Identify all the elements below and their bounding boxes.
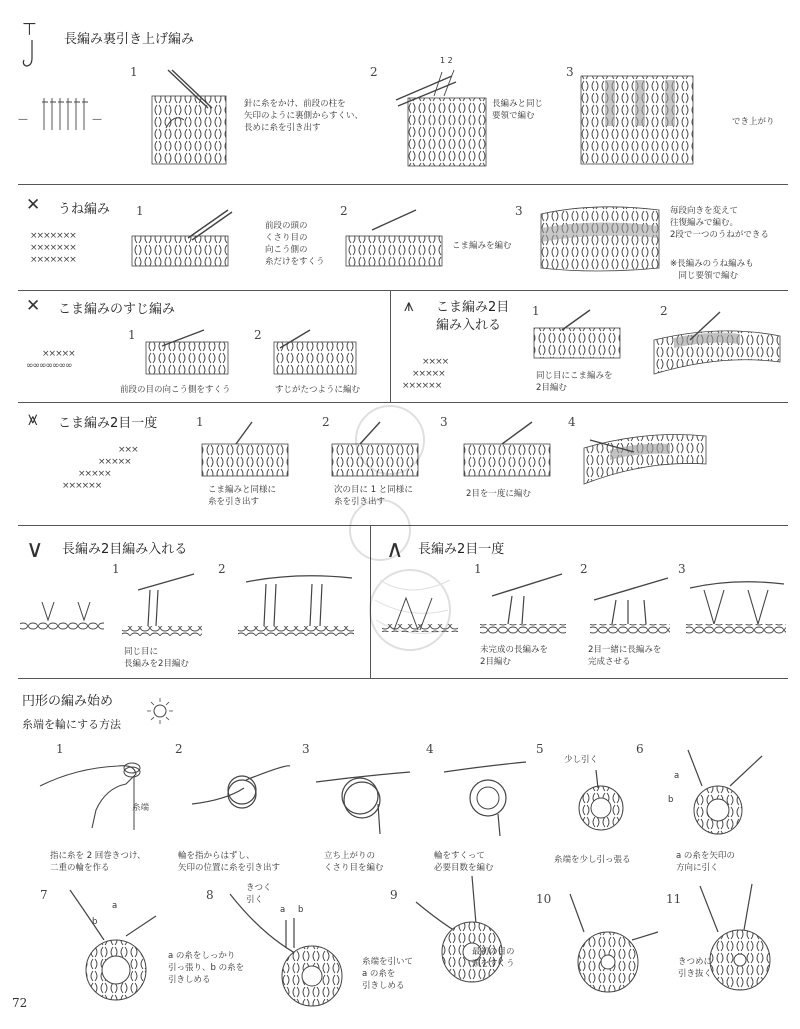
section-divider — [18, 290, 788, 291]
step-illustration — [588, 570, 673, 636]
step-illustration — [478, 570, 568, 636]
section-title: 編み入れる — [436, 318, 502, 333]
stitch-chart-diagram — [18, 90, 108, 140]
section-title: こま編み2目一度 — [58, 416, 158, 431]
svg-text:×××××: ××××× — [78, 469, 111, 479]
svg-text:×××××××: ××××××× — [30, 231, 76, 241]
step-caption: 針に糸をかけ、前段の柱を 矢印のように裏側からすくい、 長めに糸を引き出す — [244, 99, 364, 133]
stitch-symbol: ⩙ — [28, 410, 38, 430]
section-divider — [18, 678, 788, 679]
step-number: 9 — [390, 888, 398, 902]
svg-text:—: — — [92, 114, 102, 125]
section-title: こま編みのすじ編み — [58, 302, 176, 317]
section-title: 長編み2目編み入れる — [62, 542, 188, 557]
step-illustration — [412, 872, 522, 992]
label-b: b — [668, 795, 674, 805]
step-caption: すじがたつように編む — [275, 385, 361, 395]
step-caption: 長編みと同じ 要領で編む — [492, 99, 544, 121]
step-illustration — [186, 758, 296, 838]
svg-text:××××××: ×××××× — [402, 381, 442, 391]
step-caption: 同じ目にこま編みを 2目編む — [536, 371, 613, 393]
step-caption: こま編みを編む — [452, 241, 512, 251]
step-illustration — [532, 308, 622, 360]
section-title: 長編み裏引き上げ編み — [64, 32, 195, 47]
step-illustration — [120, 568, 205, 638]
step-caption: 最初の目の 頭をすくう — [472, 947, 515, 969]
step-illustration — [342, 208, 447, 270]
svg-text:—: — — [18, 114, 28, 125]
step-caption: a の糸をしっかり 引っ張り、b の糸を 引きしめる — [168, 951, 245, 985]
step-illustration — [64, 886, 164, 1010]
step-illustration — [535, 198, 665, 274]
stitch-chart-diagram — [22, 346, 97, 376]
step-illustration — [148, 68, 233, 168]
step-number: 7 — [40, 888, 48, 902]
step-marks: 1 2 — [440, 56, 453, 65]
step-number: 2 — [218, 562, 226, 576]
label-b: b — [92, 917, 98, 927]
step-number: 3 — [566, 65, 574, 79]
stitch-chart-diagram — [58, 440, 178, 492]
step-number: 10 — [536, 892, 552, 906]
step-caption: 毎段向きを変えて 往復編みで編む。 2段で一つのうねができる — [670, 206, 769, 240]
stitch-symbol: ∧ — [386, 535, 404, 563]
step-number: 11 — [666, 892, 682, 906]
step-number: 5 — [536, 742, 544, 756]
step-caption: 糸端を引いて a の糸を 引きしめる — [362, 957, 414, 991]
step-caption: 次の目に 1 と同様に 糸を引き出す — [334, 485, 413, 507]
step-illustration — [684, 570, 789, 636]
section-title: 長編み2目一度 — [418, 542, 505, 557]
step-number: 1 — [474, 562, 482, 576]
step-illustration — [575, 68, 700, 168]
section-title: こま編み2目 — [436, 300, 510, 315]
step-number: 1 — [128, 328, 136, 342]
label-a: a — [112, 901, 118, 911]
label-a: a — [280, 905, 286, 915]
step-caption: 立ち上がりの くさり目を編む — [324, 851, 384, 873]
stitch-symbol: ∨ — [26, 535, 44, 563]
step-number: 8 — [206, 888, 214, 902]
step-number: 2 — [660, 304, 668, 318]
step-caption: 輪をすくって 必要目数を編む — [434, 851, 494, 873]
step-number: 1 — [196, 415, 204, 429]
step-number: 2 — [254, 328, 262, 342]
step-number: 2 — [340, 204, 348, 218]
step-number: 1 — [56, 742, 64, 756]
step-number: 3 — [440, 415, 448, 429]
step-illustration — [562, 888, 662, 998]
step-number: 1 — [532, 304, 540, 318]
step-number: 2 — [580, 562, 588, 576]
stitch-symbol: ⩚ — [404, 296, 414, 316]
step-number: 3 — [302, 742, 310, 756]
svg-text:×××: ××× — [118, 445, 138, 455]
step-illustration — [226, 890, 356, 1010]
step-number: 2 — [370, 65, 378, 79]
step-illustration — [650, 310, 785, 380]
step-number: 4 — [426, 742, 434, 756]
step-caption: こま編みと同様に 糸を引き出す — [208, 485, 277, 507]
step-illustration — [660, 746, 770, 846]
step-caption: きつめに 引き抜く — [678, 957, 713, 979]
step-caption: 2目一緒に長編みを 完成させる — [588, 645, 662, 667]
step-number: 2 — [175, 742, 183, 756]
step-illustration — [392, 66, 492, 170]
step-number: 4 — [568, 415, 576, 429]
step-caption: a の糸を矢印の 方向に引く — [676, 851, 735, 873]
step-number: 1 — [130, 65, 138, 79]
step-caption: 前段の頭の くさり目の 向こう側の 糸だけをすくう — [265, 221, 325, 267]
stitch-chart-diagram — [400, 352, 505, 392]
svg-text:××××××: ×××××× — [62, 481, 102, 491]
step-number: 3 — [678, 562, 686, 576]
svg-text:×××××: ××××× — [412, 369, 445, 379]
section-title: うね編み — [58, 202, 111, 217]
yarn-ball-watermark-icon — [330, 400, 470, 664]
step-number: 1 — [136, 204, 144, 218]
step-illustration — [312, 752, 412, 836]
column-divider — [390, 290, 391, 402]
step-caption: 糸端を少し引っ張る — [554, 855, 631, 865]
stitch-symbol: ✕ — [26, 195, 41, 215]
step-caption: 輪を指からはずし、 矢印の位置に糸を引き出す — [178, 851, 281, 873]
step-label: きつく 引く — [246, 883, 272, 905]
step-label: 少し引く — [564, 755, 599, 765]
step-caption: 前段の目の向こう側をすくう — [120, 385, 231, 395]
step-number: 2 — [322, 415, 330, 429]
step-caption: でき上がり — [732, 117, 775, 127]
step-illustration — [142, 328, 232, 376]
svg-text:×××××××: ××××××× — [30, 255, 76, 265]
label-a: a — [674, 771, 680, 781]
step-illustration — [440, 752, 530, 836]
page-number: 72 — [12, 996, 28, 1010]
step-number: 6 — [636, 742, 644, 756]
step-illustration — [128, 208, 233, 270]
section-subtitle: 糸端を輪にする方法 — [22, 718, 121, 731]
stitch-chart-diagram — [18, 598, 108, 632]
note: ※長編みのうね編みも 同じ要領で編む — [670, 259, 754, 281]
step-caption: 未完成の長編みを 2目編む — [480, 645, 549, 667]
step-number: 1 — [112, 562, 120, 576]
step-caption: 指に糸を 2 回巻きつけ、 二重の輪を作る — [50, 851, 146, 873]
section-divider — [18, 184, 788, 185]
step-number: 3 — [515, 204, 523, 218]
svg-text:×××××: ××××× — [42, 349, 75, 359]
stitch-symbol-hook — [22, 40, 44, 74]
ring-chart-icon — [145, 696, 175, 730]
step-caption: 同じ目に 長編みを2目編む — [124, 647, 189, 669]
step-caption: 2目を一度に編む — [466, 489, 531, 499]
step-illustration — [566, 768, 636, 844]
step-illustration — [690, 880, 795, 1000]
section-title: 円形の編み始め — [22, 694, 114, 709]
step-illustration — [36, 752, 156, 832]
svg-text:××××: ×××× — [422, 357, 449, 367]
step-illustration — [462, 420, 552, 478]
label-b: b — [298, 905, 304, 915]
stitch-symbol: ✕ — [26, 296, 41, 316]
step-illustration — [580, 418, 710, 490]
step-illustration — [200, 420, 290, 478]
step-illustration — [270, 328, 360, 376]
step-label: 糸端 — [132, 803, 150, 813]
svg-text:×××××: ××××× — [98, 457, 131, 467]
svg-text:×××××××: ××××××× — [30, 243, 76, 253]
stitch-symbol: ⊤ — [22, 20, 37, 40]
stitch-chart-diagram — [22, 226, 112, 266]
svg-text:∞∞∞∞∞∞∞: ∞∞∞∞∞∞∞ — [26, 361, 72, 371]
